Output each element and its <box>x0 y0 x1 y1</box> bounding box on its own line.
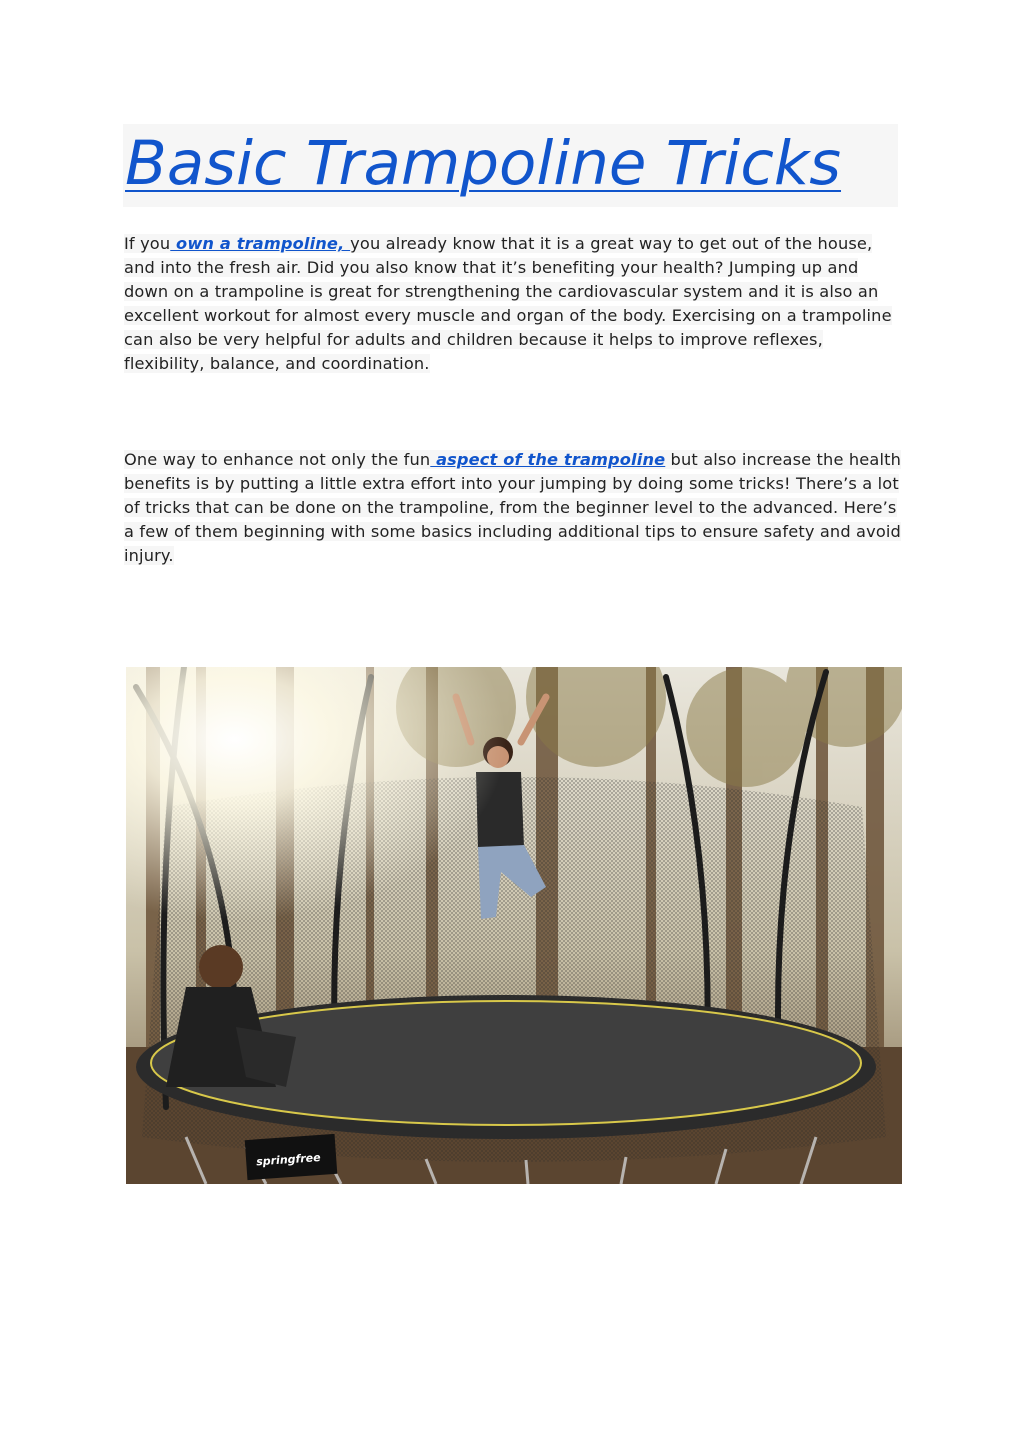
aspect-of-the-trampoline-link[interactable]: aspect of the trampoline <box>430 450 666 469</box>
springfree-tag: springfree <box>255 1150 322 1169</box>
trampoline-photo <box>126 667 902 1184</box>
tricks-text-before: One way to enhance not only the fun <box>124 450 431 469</box>
intro-paragraph-text <box>124 234 892 373</box>
page-title[interactable]: Basic Trampoline Tricks <box>125 128 842 199</box>
title-block <box>123 124 898 207</box>
intro-text-after: you already know that it is a great way to get out of the house, and into the fresh air. Did you also know that it’s benefiting your health? Jumping up and down on a trampoline is great for strengthening the cardiovascular system and it is also an excellent workout for almost every muscle and organ of the body. Exercising on a trampoline can also be very helpful for adults and children because it helps to improve reflexes, flexibility, balance, and coordination. <box>124 234 892 373</box>
intro-paragraph <box>124 232 904 376</box>
intro-text-before: If you <box>124 234 171 253</box>
trampoline-photo-illustration <box>126 667 902 1184</box>
tricks-paragraph <box>124 448 904 568</box>
tricks-text-after: but also increase the health benefits is by putting a little extra effort into your jumping by doing some tricks! There’s a lot of tricks that can be done on the trampoline, from the beginner level to the advanced. Here’s a few of them beginning with some basics including additional tips to ensure safety and avoid injury. <box>124 450 902 565</box>
tricks-paragraph-text <box>124 450 901 565</box>
own-a-trampoline-link[interactable]: own a trampoline, <box>170 234 351 253</box>
